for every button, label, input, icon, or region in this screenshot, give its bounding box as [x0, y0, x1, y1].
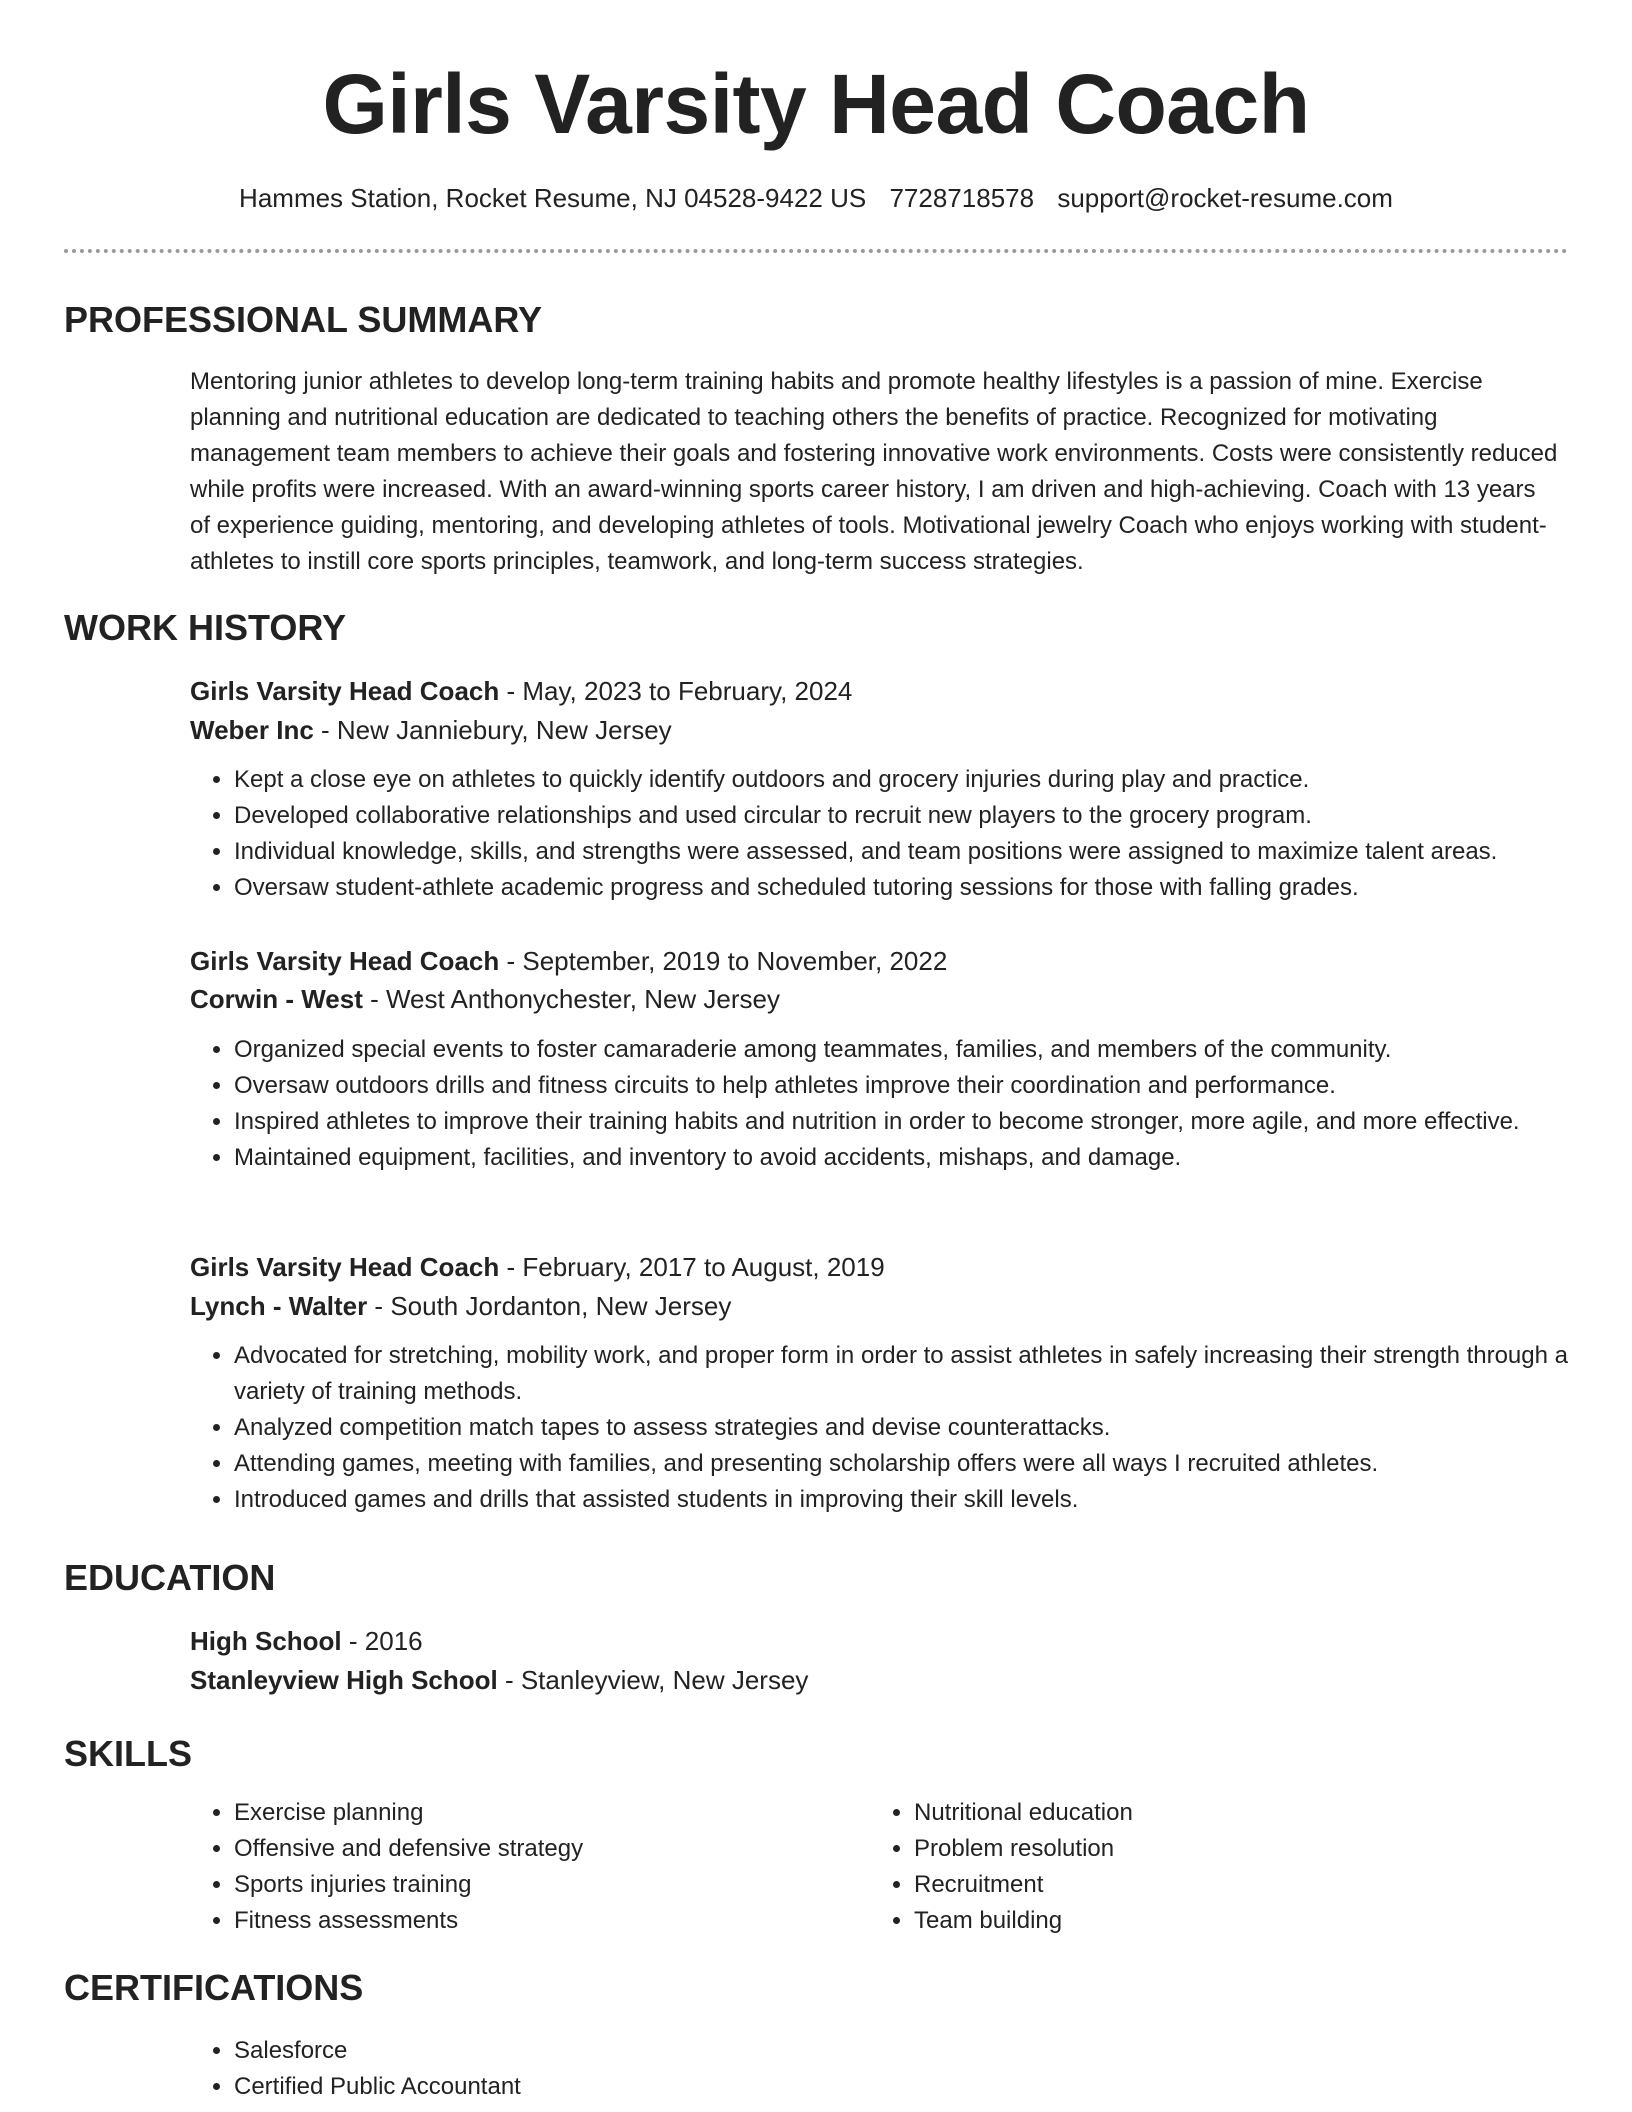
job-3-dates: February, 2017 to August, 2019	[522, 1252, 885, 1282]
list-item: • Nutritional education	[914, 1795, 1514, 1831]
job-1-location: New Janniebury, New Jersey	[336, 715, 672, 745]
list-item: • Maintained equipment, facilities, and inventory to avoid accidents, mishaps, and damage.	[234, 1140, 1614, 1176]
list-item: • Team building	[914, 1903, 1514, 1939]
contact-email: support@rocket-resume.com	[1057, 183, 1393, 213]
list-item: • Fitness assessments	[234, 1903, 834, 1939]
job-3-bullets	[190, 1338, 1614, 1518]
list-item: • Inspired athletes to improve their training habits and nutrition in order to become stronger, more agile, and more effective.	[234, 1104, 1614, 1140]
job-1-company-line: Weber Inc - New Janniebury, New Jersey	[190, 715, 672, 745]
education-degree: High School	[190, 1626, 342, 1656]
certifications-heading: CERTIFICATIONS	[64, 1967, 364, 2008]
job-1-company: Weber Inc	[190, 715, 314, 745]
job-2-company: Corwin - West	[190, 984, 363, 1014]
list-item: • Analyzed competition match tapes to assess strategies and devise counterattacks.	[234, 1410, 1614, 1446]
list-item: • Recruitment	[914, 1867, 1514, 1903]
job-2-title-line: Girls Varsity Head Coach - September, 2019 to November, 2022	[190, 946, 948, 976]
skills-heading: SKILLS	[64, 1733, 193, 1774]
job-1-title-line: Girls Varsity Head Coach - May, 2023 to February, 2024	[190, 676, 853, 706]
work-history-heading: WORK HISTORY	[64, 607, 347, 648]
job-3-company: Lynch - Walter	[190, 1291, 368, 1321]
list-item: • Kept a close eye on athletes to quickly identify outdoors and grocery injuries during play and practice.	[234, 762, 1614, 798]
job-3-role: Girls Varsity Head Coach	[190, 1252, 500, 1282]
job-3-location: South Jordanton, New Jersey	[390, 1291, 732, 1321]
list-item: • Attending games, meeting with families, and presenting scholarship offers were all ways I recruited athletes.	[234, 1446, 1614, 1482]
list-item: • Certified Public Accountant	[234, 2069, 834, 2105]
list-item: • Developed collaborative relationships and used circular to recruit new players to the grocery program.	[234, 798, 1614, 834]
job-3-title-line: Girls Varsity Head Coach - February, 2017 to August, 2019	[190, 1252, 885, 1282]
job-2-location: West Anthonychester, New Jersey	[385, 984, 781, 1014]
job-1-dates: May, 2023 to February, 2024	[522, 676, 853, 706]
contact-phone: 7728718578	[889, 183, 1035, 213]
skills-list-right	[870, 1795, 1514, 1939]
summary-text: Mentoring junior athletes to develop long-term training habits and promote healthy lifestyles is a passion of mine. Exercise planning and nutritional education are dedicated to teaching others the benefits of practice. Recognized for motivating management team members to achieve their goals and fostering innovative work environments. Costs were consistently reduced while profits were increased. With an award-winning sports career history, I am driven and high-achieving. Coach with 13 years of experience guiding, mentoring, and developing athletes of tools. Motivational jewelry Coach who enjoys working with student-athletes to instill core sports principles, teamwork, and long-term success strategies.	[190, 368, 1558, 575]
education-degree-line: High School - 2016	[190, 1626, 423, 1656]
education-location: Stanleyview, New Jersey	[520, 1665, 809, 1695]
list-item: • Advocated for stretching, mobility work, and proper form in order to assist athletes in safely increasing their strength through a variety of training methods.	[234, 1338, 1614, 1410]
education-school: Stanleyview High School	[190, 1665, 498, 1695]
certifications-list	[190, 2033, 834, 2105]
job-2-bullets	[190, 1032, 1614, 1176]
education-heading: EDUCATION	[64, 1557, 276, 1598]
job-2-dates: September, 2019 to November, 2022	[522, 946, 948, 976]
list-item: • Introduced games and drills that assisted students in improving their skill levels.	[234, 1482, 1614, 1518]
list-item: • Oversaw student-athlete academic progress and scheduled tutoring sessions for those with falling grades.	[234, 870, 1614, 906]
list-item: • Exercise planning	[234, 1795, 834, 1831]
education-year: 2016	[364, 1626, 423, 1656]
list-item: • Offensive and defensive strategy	[234, 1831, 834, 1867]
contact-line	[0, 181, 1632, 215]
summary-heading: PROFESSIONAL SUMMARY	[64, 299, 543, 340]
list-item: • Organized special events to foster camaraderie among teammates, families, and members of the community.	[234, 1032, 1614, 1068]
header-divider	[64, 249, 1568, 253]
job-2-role: Girls Varsity Head Coach	[190, 946, 500, 976]
list-item: • Sports injuries training	[234, 1867, 834, 1903]
list-item: • Problem resolution	[914, 1831, 1514, 1867]
job-2-company-line: Corwin - West - West Anthonychester, New Jersey	[190, 984, 781, 1014]
job-1-role: Girls Varsity Head Coach	[190, 676, 500, 706]
education-school-line: Stanleyview High School - Stanleyview, New Jersey	[190, 1665, 809, 1695]
list-item: • Oversaw outdoors drills and fitness circuits to help athletes improve their coordination and performance.	[234, 1068, 1614, 1104]
contact-address: Hammes Station, Rocket Resume, NJ 04528-9422 US	[239, 183, 867, 213]
list-item: • Salesforce	[234, 2033, 834, 2069]
list-item: • Individual knowledge, skills, and strengths were assessed, and team positions were assigned to maximize talent areas.	[234, 834, 1614, 870]
resume-name: Girls Varsity Head Coach	[322, 57, 1310, 151]
job-3-company-line: Lynch - Walter - South Jordanton, New Jersey	[190, 1291, 732, 1321]
job-1-bullets	[190, 762, 1614, 906]
skills-list-left	[190, 1795, 834, 1939]
